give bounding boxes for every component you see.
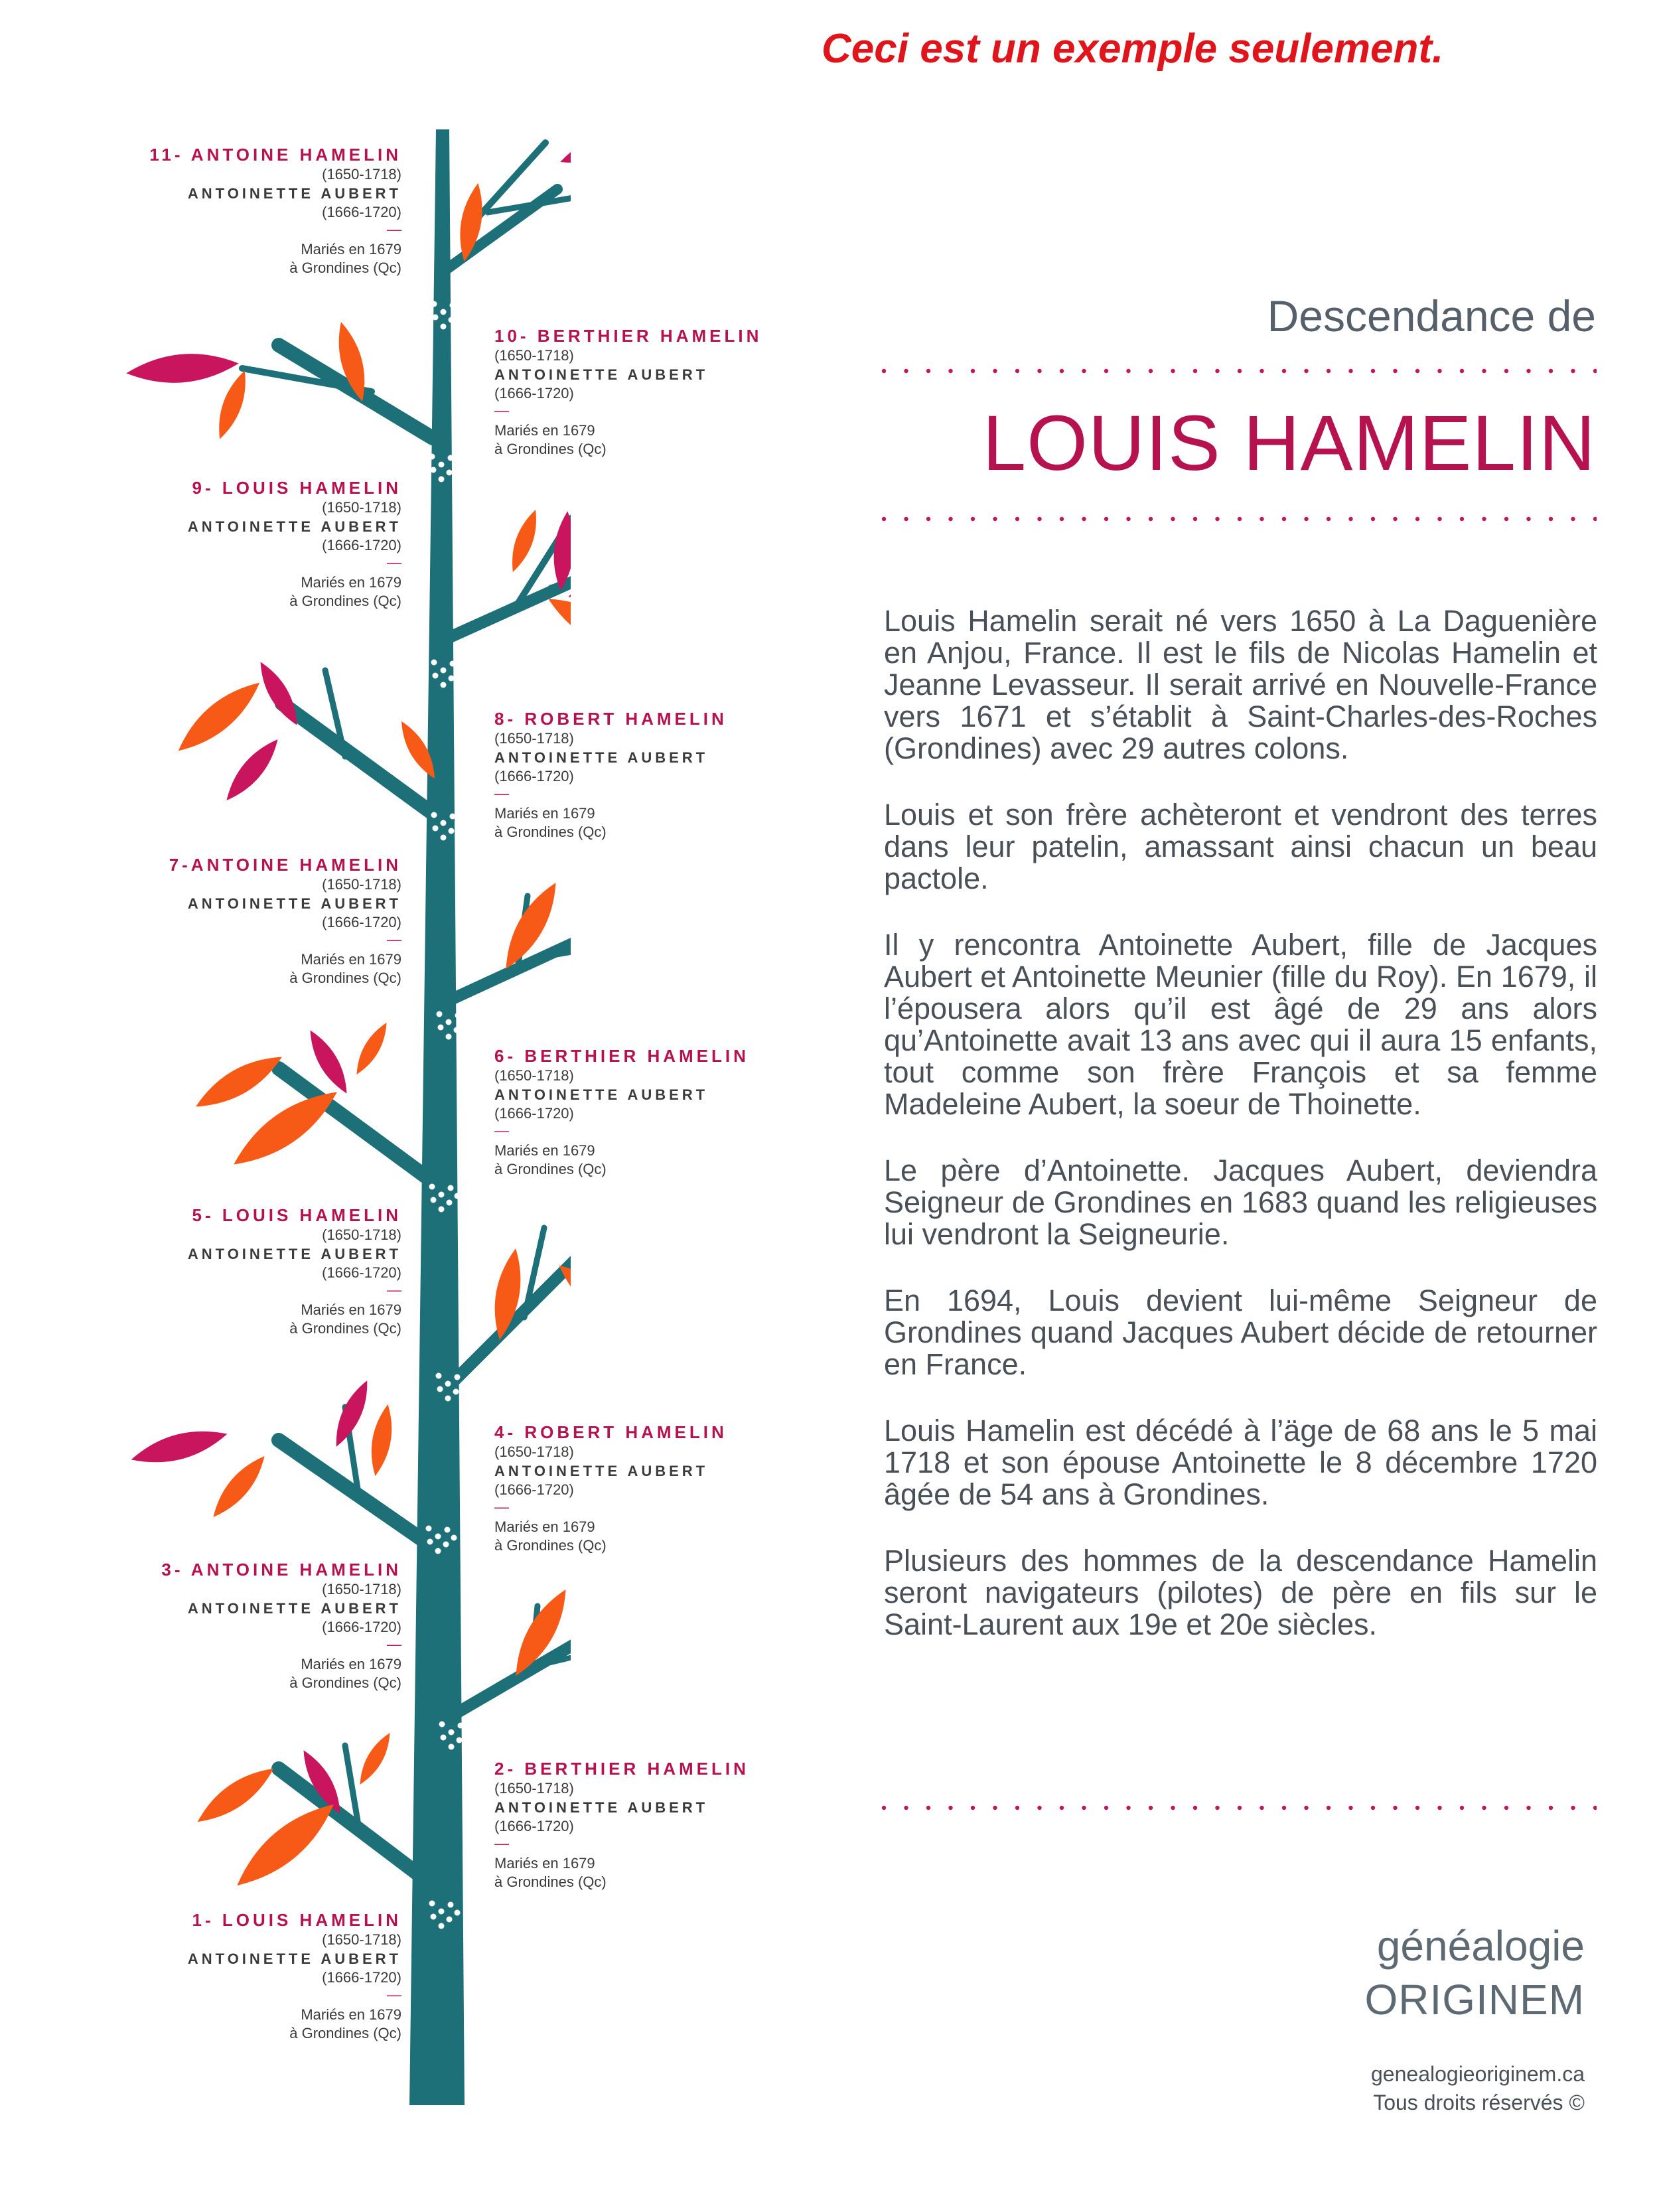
trunk-dot <box>451 1535 457 1541</box>
ancestor-dates: (1650-1718) <box>494 347 574 364</box>
separator-dash: — <box>387 221 401 238</box>
marriage-year: Mariés en 1679 <box>494 1855 595 1872</box>
leaf <box>350 1019 393 1078</box>
biography-paragraph: Louis Hamelin serait né vers 1650 à La Daguenière en Anjou, France. Il est le fils de Nicolas Hamelin et Jeanne Levasseur. Il serait arrivé en Nouvelle-France vers 1671 et s’établit à Saint-Charles-des-Roches (Grondines) avec 29 autres colons. <box>884 604 1597 765</box>
divider-dot <box>926 517 930 521</box>
trunk-dot <box>445 1527 451 1533</box>
trunk-dot <box>462 1021 468 1027</box>
ancestor-dates: (1650-1718) <box>322 1226 401 1243</box>
spouse-name: ANTOINETTE AUBERT <box>187 1246 401 1262</box>
divider-dot <box>1437 369 1441 373</box>
leaf <box>190 1046 289 1117</box>
trunk-dot <box>431 660 437 666</box>
divider-dot <box>1126 369 1130 373</box>
divider-dot <box>971 369 975 373</box>
ancestor-dates: (1650-1718) <box>322 1581 401 1597</box>
divider-dot <box>1171 369 1175 373</box>
trunk-dot <box>431 812 437 818</box>
ancestor-name: 2- BERTHIER HAMELIN <box>494 1759 749 1779</box>
marriage-place: à Grondines (Qc) <box>494 1537 607 1554</box>
website-link[interactable]: genealogieoriginem.ca <box>1371 2062 1585 2086</box>
marriage-year: Mariés en 1679 <box>301 574 401 591</box>
brand-name-line2: ORIGINEM <box>1364 1976 1585 2024</box>
divider-dot <box>948 517 952 521</box>
divider-dot <box>993 517 997 521</box>
marriage-place: à Grondines (Qc) <box>289 970 401 986</box>
divider-dot <box>1526 369 1530 373</box>
divider-dot <box>1082 369 1086 373</box>
marriage-place: à Grondines (Qc) <box>289 2025 401 2041</box>
trunk-dot <box>439 1923 445 1929</box>
biography-paragraph: Il y rencontra Antoinette Aubert, fille de Jacques Aubert et Antoinette Meunier (fille du Roy). En 1679, il l’épousera alors qu’il est âgé de 29 ans alors qu’Antoinette avait 13 ans avec qui il aura 15 enfants, tout comme son frère François et sa femme Madeleine Aubert, la soeur de Thoinette. <box>884 928 1597 1121</box>
divider-dot <box>948 369 952 373</box>
trunk-dot <box>446 1034 452 1040</box>
leaf <box>211 368 253 443</box>
divider-dot <box>1593 517 1597 521</box>
trunk-dot <box>439 477 445 482</box>
biography-paragraph: Le père d’Antoinette. Jacques Aubert, deviendra Seigneur de Grondines en 1683 quand les religieuses lui vendront la Seigneurie. <box>884 1153 1597 1251</box>
divider-dot <box>1215 369 1219 373</box>
divider-dot <box>882 1806 886 1810</box>
divider-dot <box>926 1806 930 1810</box>
divider-dot <box>1082 1806 1086 1810</box>
trunk-dot <box>458 1723 464 1729</box>
divider-dot <box>1504 1806 1508 1810</box>
trunk-dot <box>455 1374 461 1380</box>
trunk-dot <box>441 668 447 674</box>
trunk-dot <box>441 1735 447 1741</box>
trunk-dot <box>455 1013 461 1019</box>
divider-dot <box>1060 369 1064 373</box>
divider-dot <box>1304 517 1308 521</box>
spouse-name: ANTOINETTE AUBERT <box>187 518 401 535</box>
marriage-year: Mariés en 1679 <box>494 1142 595 1159</box>
trunk-dot <box>433 826 439 832</box>
marriage-place: à Grondines (Qc) <box>289 1320 401 1337</box>
divider-dot <box>1504 517 1508 521</box>
separator-dash: — <box>387 1986 401 2003</box>
divider-dot <box>1149 369 1153 373</box>
divider-dot <box>1549 369 1553 373</box>
generation-label-3 <box>161 1561 401 1690</box>
trunk-dot <box>447 1917 453 1923</box>
trunk-dot <box>455 1193 461 1199</box>
divider-dot <box>1327 369 1331 373</box>
divider-dot <box>1215 1806 1219 1810</box>
trunk-dot <box>439 1909 445 1915</box>
trunk-dot <box>437 1011 443 1017</box>
leaf <box>191 1759 281 1832</box>
trunk-dot <box>465 1731 470 1737</box>
divider-dot <box>1060 1806 1064 1810</box>
divider-dot <box>1482 517 1486 521</box>
separator-dash: — <box>387 1636 401 1653</box>
separator-dash: — <box>494 402 509 419</box>
divider-dot <box>1571 369 1575 373</box>
spouse-name: ANTOINETTE AUBERT <box>494 1799 709 1816</box>
trunk-dot <box>439 1207 445 1213</box>
spouse-name: ANTOINETTE AUBERT <box>494 1463 709 1479</box>
divider-dot <box>1327 517 1331 521</box>
trunk-dot <box>429 1901 435 1907</box>
generation-label-11 <box>149 146 401 275</box>
separator-dash: — <box>494 1499 509 1515</box>
trunk-dot <box>457 822 463 828</box>
trunk-dot <box>448 455 454 461</box>
family-tree-illustration <box>0 0 571 2212</box>
leaf <box>556 119 571 173</box>
separator-dash: — <box>387 554 401 571</box>
divider-dot <box>948 1806 952 1810</box>
marriage-year: Mariés en 1679 <box>494 1518 595 1535</box>
divider-dot <box>1060 517 1064 521</box>
page-title: LOUIS HAMELIN <box>982 400 1596 487</box>
divider-dot <box>1282 517 1286 521</box>
marriage-place: à Grondines (Qc) <box>494 824 607 840</box>
generation-label-1 <box>188 1911 401 2041</box>
divider-dot <box>1348 369 1352 373</box>
divider-dot <box>1282 1806 1286 1810</box>
spouse-name: ANTOINETTE AUBERT <box>187 895 401 912</box>
trunk-dot <box>449 676 455 682</box>
divider-dot <box>1082 517 1086 521</box>
divider-dot <box>1238 369 1242 373</box>
divider-dot <box>1593 369 1597 373</box>
trunk-dot <box>439 1722 445 1728</box>
divider-dot <box>1260 369 1263 373</box>
divider-dot <box>971 517 975 521</box>
trunk-dot <box>449 317 455 323</box>
trunk-dot <box>461 1382 467 1388</box>
biography-paragraph: Louis Hamelin est décédé à l’äge de 68 ans le 5 mai 1718 et son épouse Antoinette le 8 décembre 1720 âgée de 54 ans à Grondines. <box>884 1414 1597 1511</box>
divider-dot <box>1149 1806 1153 1810</box>
divider-dot <box>1015 517 1019 521</box>
divider-dot <box>1504 369 1508 373</box>
spouse-name: ANTOINETTE AUBERT <box>494 749 709 766</box>
trunk-dot <box>450 303 456 309</box>
trunk-dot <box>436 1373 442 1379</box>
trunk-dot <box>435 1534 441 1540</box>
branch <box>282 703 437 816</box>
separator-dash: — <box>494 785 509 802</box>
spouse-name: ANTOINETTE AUBERT <box>494 366 709 383</box>
trunk-dot <box>441 835 447 841</box>
biography-paragraph: En 1694, Louis devient lui-même Seigneur de Grondines quand Jacques Aubert décide de retourner en France. <box>884 1284 1597 1381</box>
divider-dot <box>1260 1806 1263 1810</box>
divider-dot <box>1238 1806 1242 1810</box>
trunk-dot <box>445 1396 451 1402</box>
divider-dot <box>1171 1806 1175 1810</box>
trunk-dot <box>433 315 439 321</box>
marriage-year: Mariés en 1679 <box>301 951 401 968</box>
leaf <box>551 1256 571 1339</box>
divider-dot <box>1126 1806 1130 1810</box>
divider-dot <box>1371 1806 1375 1810</box>
generation-label-6 <box>494 1047 749 1177</box>
divider-dot <box>904 369 908 373</box>
spouse-dates: (1666-1720) <box>322 1969 401 1986</box>
divider-dot <box>1171 517 1175 521</box>
spouse-dates: (1666-1720) <box>494 768 574 784</box>
spouse-name: ANTOINETTE AUBERT <box>187 1951 401 1967</box>
divider-dot <box>1238 517 1242 521</box>
trunk-dot <box>449 828 455 834</box>
ancestor-name: 5- LOUIS HAMELIN <box>192 1205 401 1225</box>
trunk-dot <box>426 1526 432 1532</box>
divider-dot <box>1437 517 1441 521</box>
divider-dot <box>1193 369 1197 373</box>
ancestor-dates: (1650-1718) <box>494 730 574 747</box>
spouse-dates: (1666-1720) <box>494 1818 574 1834</box>
separator-dash: — <box>387 931 401 948</box>
trunk-dot <box>455 463 461 469</box>
trunk-dot <box>454 1027 460 1033</box>
marriage-place: à Grondines (Qc) <box>289 259 401 276</box>
generation-label-2 <box>494 1760 749 1889</box>
trunk-dot <box>446 1019 452 1025</box>
divider-dot <box>1393 517 1397 521</box>
spouse-name: ANTOINETTE AUBERT <box>187 185 401 202</box>
divider-dot <box>993 1806 997 1810</box>
ancestor-name: 9- LOUIS HAMELIN <box>192 478 401 498</box>
divider-dot <box>1393 369 1397 373</box>
divider-dot <box>1526 1806 1530 1810</box>
dotted-divider-top <box>881 368 1597 374</box>
ancestor-dates: (1650-1718) <box>494 1780 574 1797</box>
divider-dot <box>1482 1806 1486 1810</box>
trunk-dot <box>433 673 439 679</box>
ancestor-dates: (1650-1718) <box>494 1067 574 1084</box>
divider-dot <box>971 1806 975 1810</box>
divider-dot <box>1015 1806 1019 1810</box>
spouse-dates: (1666-1720) <box>322 204 401 220</box>
ancestor-dates: (1650-1718) <box>494 1443 574 1460</box>
generation-label-7 <box>169 856 401 986</box>
page-subtitle: Descendance de <box>1267 291 1596 340</box>
divider-dot <box>1526 517 1530 521</box>
dotted-divider-middle <box>881 516 1597 522</box>
leaf <box>366 1402 397 1477</box>
ancestor-name: 1- LOUIS HAMELIN <box>192 1910 401 1930</box>
marriage-year: Mariés en 1679 <box>301 1656 401 1672</box>
branch <box>458 1643 571 1712</box>
ancestor-name: 10- BERTHIER HAMELIN <box>494 326 762 346</box>
generation-label-8 <box>494 710 727 840</box>
generation-label-9 <box>188 479 401 609</box>
spouse-dates: (1666-1720) <box>322 1619 401 1635</box>
spouse-dates: (1666-1720) <box>494 385 574 402</box>
divider-dot <box>993 369 997 373</box>
leaf <box>128 1422 231 1471</box>
divider-dot <box>1037 1806 1041 1810</box>
divider-dot <box>1371 517 1375 521</box>
trunk-dot <box>441 309 447 315</box>
trunk-dot <box>438 1025 444 1031</box>
divider-dot <box>1037 369 1041 373</box>
spouse-name: ANTOINETTE AUBERT <box>494 1086 709 1103</box>
trunk-dot <box>457 669 463 675</box>
ancestor-dates: (1650-1718) <box>322 876 401 893</box>
generation-label-4 <box>494 1424 727 1553</box>
divider-dot <box>1437 1806 1441 1810</box>
divider-dot <box>1460 1806 1464 1810</box>
leaf <box>354 1729 396 1788</box>
trunk-dot <box>439 462 445 468</box>
trunk-dot <box>450 661 456 667</box>
divider-dot <box>904 1806 908 1810</box>
divider-dot <box>1415 369 1419 373</box>
spouse-name: ANTOINETTE AUBERT <box>187 1600 401 1617</box>
divider-dot <box>1327 1806 1331 1810</box>
leaf <box>170 672 268 761</box>
trunk-dot <box>449 1744 455 1750</box>
trunk-dot <box>457 311 463 317</box>
spouse-dates: (1666-1720) <box>322 914 401 930</box>
ancestor-dates: (1650-1718) <box>322 1931 401 1948</box>
biography-paragraph: Plusieurs des hommes de la descendance Hamelin seront navigateurs (pilotes) de père en fils sur le Saint-Laurent aux 19e et 20e siècles. <box>884 1544 1597 1641</box>
leaf <box>125 349 240 387</box>
divider-dot <box>1037 517 1041 521</box>
divider-dot <box>1015 369 1019 373</box>
trunk-dot <box>439 1192 445 1198</box>
divider-dot <box>1260 517 1263 521</box>
divider-dot <box>1149 517 1153 521</box>
divider-dot <box>1348 1806 1352 1810</box>
trunk-dot <box>448 1902 454 1908</box>
divider-dot <box>1415 517 1419 521</box>
divider-dot <box>1593 1806 1597 1810</box>
divider-dot <box>1371 369 1375 373</box>
divider-dot <box>1393 1806 1397 1810</box>
trunk-dot <box>427 1539 433 1545</box>
divider-dot <box>1104 369 1108 373</box>
ancestor-name: 4- ROBERT HAMELIN <box>494 1422 727 1442</box>
leaf <box>227 1793 344 1898</box>
trunk-dot <box>441 324 447 330</box>
leaf <box>505 507 543 575</box>
divider-dot <box>1104 1806 1108 1810</box>
biography-paragraph: Louis et son frère achèteront et vendront des terres dans leur patelin, amassant ainsi chacun un beau pactole. <box>884 798 1597 895</box>
ancestor-name: 8- ROBERT HAMELIN <box>494 709 727 729</box>
trunk-dot <box>455 1910 461 1916</box>
trunk-dot <box>453 1389 459 1395</box>
divider-dot <box>1460 517 1464 521</box>
divider-dot <box>1282 369 1286 373</box>
divider-dot <box>1571 517 1575 521</box>
trunk-dot <box>431 467 437 473</box>
trunk-dot <box>437 1386 443 1392</box>
divider-dot <box>1460 369 1464 373</box>
separator-dash: — <box>494 1835 509 1852</box>
trunk-dot <box>435 1548 441 1554</box>
trunk-dot <box>447 470 453 476</box>
marriage-place: à Grondines (Qc) <box>494 1161 607 1177</box>
divider-dot <box>926 369 930 373</box>
divider-dot <box>1571 1806 1575 1810</box>
marriage-year: Mariés en 1679 <box>494 805 595 822</box>
ancestor-name: 7-ANTOINE HAMELIN <box>169 855 401 875</box>
trunk-dot <box>431 1914 437 1920</box>
leaf <box>225 1079 346 1177</box>
divider-dot <box>1193 1806 1197 1810</box>
trunk-dot <box>450 814 456 820</box>
ancestor-name: 11- ANTOINE HAMELIN <box>149 145 401 165</box>
marriage-year: Mariés en 1679 <box>301 2006 401 2023</box>
ancestor-name: 6- BERTHIER HAMELIN <box>494 1046 749 1066</box>
marriage-year: Mariés en 1679 <box>301 1301 401 1318</box>
ancestor-dates: (1650-1718) <box>322 499 401 516</box>
spouse-dates: (1666-1720) <box>322 1264 401 1281</box>
spouse-dates: (1666-1720) <box>322 537 401 553</box>
trunk-dot <box>449 1730 455 1735</box>
ancestor-dates: (1650-1718) <box>322 166 401 183</box>
marriage-year: Mariés en 1679 <box>301 241 401 258</box>
trunk-dot <box>429 454 435 460</box>
leaf <box>206 1449 272 1523</box>
separator-dash: — <box>494 1122 509 1139</box>
marriage-place: à Grondines (Qc) <box>289 1674 401 1691</box>
disclaimer-text: Ceci est un exemple seulement. <box>822 26 1444 72</box>
divider-dot <box>1104 517 1108 521</box>
trunk-dot <box>457 1737 463 1743</box>
trunk-dot <box>441 682 447 688</box>
divider-dot <box>882 517 886 521</box>
ancestor-name: 3- ANTOINE HAMELIN <box>161 1560 401 1580</box>
trunk-dot <box>429 1184 435 1190</box>
brand-name-line1: généalogie <box>1376 1922 1585 1970</box>
divider-dot <box>1348 517 1352 521</box>
divider-dot <box>1126 517 1130 521</box>
biography-text <box>884 605 1597 1675</box>
divider-dot <box>904 517 908 521</box>
divider-dot <box>1215 517 1219 521</box>
trunk-dot <box>445 1381 451 1387</box>
trunk-dot <box>443 1542 449 1548</box>
marriage-place: à Grondines (Qc) <box>289 593 401 609</box>
separator-dash: — <box>387 1282 401 1298</box>
spouse-dates: (1666-1720) <box>494 1105 574 1122</box>
copyright-notice: Tous droits réservés © <box>1373 2091 1585 2114</box>
divider-dot <box>1549 517 1553 521</box>
divider-dot <box>1193 517 1197 521</box>
trunk-dot <box>447 1200 453 1206</box>
divider-dot <box>1482 369 1486 373</box>
marriage-place: à Grondines (Qc) <box>494 441 607 457</box>
trunk-dot <box>448 1185 454 1191</box>
trunk-dot <box>431 1197 437 1203</box>
trunk-dot <box>441 820 447 826</box>
spouse-dates: (1666-1720) <box>494 1481 574 1498</box>
generation-label-5 <box>188 1207 401 1336</box>
divider-dot <box>1549 1806 1553 1810</box>
marriage-place: à Grondines (Qc) <box>494 1874 607 1890</box>
divider-dot <box>1304 369 1308 373</box>
divider-dot <box>1415 1806 1419 1810</box>
divider-dot <box>1304 1806 1308 1810</box>
leaf <box>219 733 285 806</box>
generation-label-10 <box>494 327 762 457</box>
trunk-dot <box>431 301 437 307</box>
dotted-divider-bottom <box>881 1805 1597 1810</box>
marriage-year: Mariés en 1679 <box>494 422 595 439</box>
divider-dot <box>882 369 886 373</box>
